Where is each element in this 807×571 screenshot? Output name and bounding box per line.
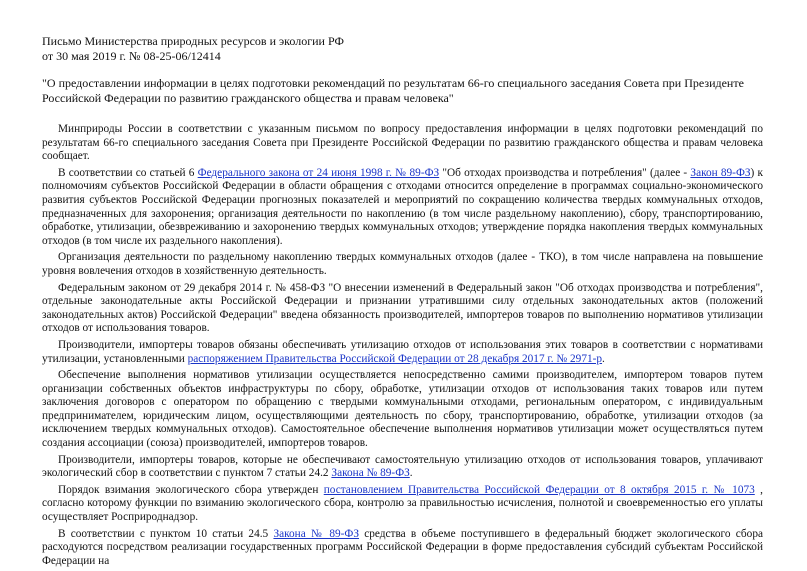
body-paragraph xyxy=(42,251,763,278)
paragraph-text: Обеспечение выполнения нормативов утилизации осуществляется непосредственно самими производителем, импортером товаров путем организации собственных объектов инфраструктуры по сбору, обработке, утилизации отходов от использования таких товаров или путем заключения договоров с оператором по обращению с твердыми коммунальными отходами, региональным оператором, с индивидуальным предпринимателем, юридическим лицом, осуществляющими деятельность по сбору, транспортированию, обработке, утилизации отходов (за исключением твердых коммунальных отходов). Самостоятельное обеспечение выполнения нормативов утилизации может осуществляться путем создания ассоциации (союза) производителей, импортеров товаров. xyxy=(42,369,763,450)
document-subject: "О предоставлении информации в целях подготовки рекомендаций по результатам 66-го специального заседания Совета при Президенте Российской Федерации по развитию гражданского общества и правам человека" xyxy=(42,76,744,105)
paragraph-text: В соответствии со статьей 6 xyxy=(58,166,198,179)
paragraph-text: средства в объеме поступившего в федеральный бюджет экологического сбора расходуются посредством реализации государственных программ Российской Федерации в форме предоставления субсидий субъектам Российской Федерации на xyxy=(42,527,763,567)
document-date-number: от 30 мая 2019 г. № 08-25-06/12414 xyxy=(42,48,221,63)
paragraph-text: В соответствии с пунктом 10 статьи 24.5 xyxy=(58,527,274,540)
legal-reference-link[interactable]: постановлением Правительства Российской Федерации от 8 октября 2015 г. № 1073 xyxy=(323,483,755,496)
body-paragraph xyxy=(42,484,763,525)
legal-reference-link[interactable]: Закона № 89-ФЗ xyxy=(273,527,360,540)
document-title: Письмо Министерства природных ресурсов и экологии РФ xyxy=(42,34,344,48)
body-paragraph xyxy=(42,123,763,164)
paragraph-text: . xyxy=(602,352,605,365)
body-paragraph xyxy=(42,339,763,366)
body-paragraph xyxy=(42,167,763,249)
legal-reference-link[interactable]: Закона № 89-ФЗ xyxy=(331,467,410,480)
paragraph-text: , согласно которому функции по взиманию экологического сбора, контролю за правильностью исчисления, полнотой и своевременностью его уплаты осуществляет Росприроднадзор. xyxy=(42,483,763,524)
paragraph-text: Производители, импортеры товаров обязаны обеспечивать утилизацию отходов от использования этих товаров в соответствии с нормативами утилизации, установленными xyxy=(42,338,763,365)
body-paragraph xyxy=(42,369,763,451)
paragraph-text: Федеральным законом от 29 декабря 2014 г. № 458-ФЗ "О внесении изменений в Федеральный закон "Об отходах производства и потребления", отдельные законодательные акты Российской Федерации и признании утратившими силу отдельных законодательных актов (положений законодательных актов) Российской Федерации" введена обязанность производителей, импортеров товаров по выполнению нормативов утилизации отходов от использования товаров. xyxy=(42,281,763,335)
legal-reference-link[interactable]: Федерального закона от 24 июня 1998 г. № 89-ФЗ xyxy=(197,166,440,179)
body-paragraph xyxy=(42,282,763,336)
document-body xyxy=(42,123,763,568)
paragraph-text: ) к полномочиям субъектов Российской Федерации в области обращения с отходами относится определение в программах социально-экономического развития субъектов Российской Федерации прогнозных показателей и мероприятий по сокращению количества твердых коммунальных отходов, предназначенных для захоронения; организация деятельности по накоплению (в том числе раздельному накоплению), сбору, транспортированию, обработке, утилизации, обезвреживанию и захоронению твердых коммунальных отходов; утверждение порядка накопления твердых коммунальных отходов (в том числе их раздельного накопления). xyxy=(42,166,763,247)
paragraph-text: "Об отходах производства и потребления" (далее - xyxy=(439,166,691,179)
paragraph-text: Порядок взимания экологического сбора утвержден xyxy=(58,483,324,496)
paragraph-text: Организация деятельности по раздельному накоплению твердых коммунальных отходов (далее - ТКО), в том числе направлена на повышение уровня вовлечения отходов в хозяйственную деятельность. xyxy=(42,251,763,277)
paragraph-text: Производители, импортеры товаров, которые не обеспечивают самостоятельную утилизацию отходов от использования товаров, уплачивают экологический сбор в соответствии с пунктом 7 статьи 24.2 xyxy=(42,453,763,480)
paragraph-text: Минприроды России в соответствии с указанным письмом по вопросу предоставления информации в целях подготовки рекомендаций по результатам 66-го специального заседания Совета при Президенте Российской Федерации по развитию гражданского общества и правам человека сообщает. xyxy=(42,123,763,163)
document-header xyxy=(42,34,763,63)
body-paragraph xyxy=(42,528,763,569)
legal-reference-link[interactable]: распоряжением Правительства Российской Федерации от 28 декабря 2017 г. № 2971-р xyxy=(187,352,603,365)
body-paragraph xyxy=(42,454,763,481)
paragraph-text: . xyxy=(409,467,413,480)
legal-reference-link[interactable]: Закон 89-ФЗ xyxy=(690,166,751,179)
